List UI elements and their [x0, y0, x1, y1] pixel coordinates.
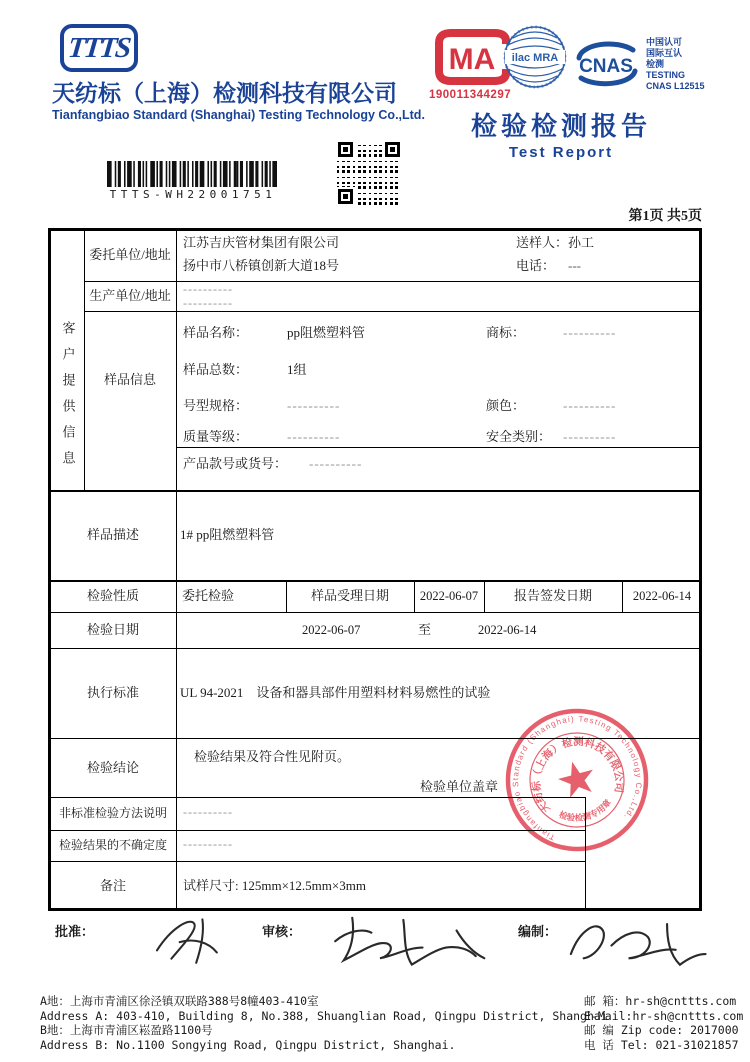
qr-finder-icon [385, 142, 400, 157]
manufacturer-line2: ---------- [183, 296, 233, 310]
inspection-nature-label: 检验性质 [86, 587, 139, 603]
address-b-cn: B地：上海市青浦区崧盈路1100号 [40, 1023, 213, 1038]
accreditation-text [646, 37, 705, 92]
divider [176, 447, 702, 448]
ilac-mra-logo [502, 23, 568, 91]
conclusion-value: 检验结果及符合性见附页。 [194, 749, 351, 764]
company-name-cn: 天纺标（上海）检测科技有限公司 [52, 80, 397, 106]
qr-code [337, 141, 401, 205]
review-label: 审核： [262, 924, 302, 939]
field-label: 商标： [486, 325, 526, 340]
accreditation-line: 国际互认 [646, 48, 683, 58]
field-label: 质量等级： [183, 429, 249, 444]
seal-note: 检验单位盖章 [420, 779, 499, 794]
inspection-date-label: 检验日期 [86, 621, 139, 637]
field-value: ---------- [287, 398, 341, 413]
uncertainty-value: ---------- [183, 837, 233, 851]
email-en: E-Mail:hr-sh@cnttts.com [584, 1008, 744, 1023]
email-cn: 邮 箱：hr-sh@cnttts.com [584, 994, 737, 1008]
inspection-nature-value: 委托检验 [182, 587, 235, 603]
uncertainty-label: 检验结果的不确定度 [58, 837, 167, 852]
client-info-side-label: 客户提供信息 [60, 321, 76, 477]
sample-desc-label: 样品描述 [86, 526, 139, 542]
cnas-text: CNAS [579, 56, 633, 77]
issue-date-label: 报告签发日期 [513, 587, 592, 603]
field-value: ---------- [287, 429, 341, 444]
accept-date-value: 2022-06-07 [419, 588, 479, 603]
field-value: pp阻燃塑料管 [287, 325, 366, 340]
consignor-name: 江苏吉庆管材集团有限公司 [183, 235, 340, 250]
remark-value: 试样尺寸: 125mm×12.5mm×3mm [183, 877, 366, 893]
ttts-logo-text: TTTS [66, 31, 132, 64]
standard-label: 执行标准 [86, 684, 139, 700]
inspection-date-to: 2022-06-14 [478, 622, 537, 637]
footer-address-block [40, 994, 608, 1052]
field-label: 样品名称： [183, 325, 249, 340]
footer-contact-block [584, 994, 743, 1052]
address-b-en: Address B: No.1100 Songying Road, Qingpu District, Shanghai. [40, 1037, 456, 1052]
zip-line: 邮 编 Zip code: 2017000 [584, 1023, 739, 1038]
sample-desc-value: 1# pp阻燃塑料管 [180, 526, 275, 542]
divider [48, 648, 702, 649]
phone-label: 电话： [516, 258, 556, 273]
accreditation-line: 中国认可 [646, 37, 683, 47]
product-no-label: 产品款号或货号： [183, 456, 288, 471]
inspection-date-from: 2022-06-07 [302, 622, 361, 637]
tel-line: 电 话 Tel: 021-31021857 [584, 1037, 739, 1052]
qr-finder-icon [338, 189, 353, 204]
manufacturer-label: 生产单位/地址 [89, 287, 171, 303]
standard-value: UL 94-2021 设备和器具部件用塑料材料易燃性的试验 [180, 684, 491, 700]
accreditation-line: TESTING [646, 70, 686, 80]
field-value: 1组 [287, 362, 307, 377]
nonstandard-label: 非标准检验方法说明 [58, 805, 167, 820]
approve-label: 批准： [55, 924, 95, 939]
seal-ring-text-en: Tianfangbiao Standard (Shanghai) Testing Technology Co.,Ltd. [511, 714, 644, 842]
product-no-value: ---------- [309, 456, 363, 471]
address-a-en: Address A: 403-410, Building 8, No.388, Shuanglian Road, Qingpu District, Shanghai [40, 1008, 608, 1023]
company-name-en: Tianfangbiao Standard (Shanghai) Testing Technology Co.,Ltd. [52, 108, 425, 122]
consignor-address: 扬中市八桥镇创新大道18号 [183, 258, 340, 273]
consignor-label: 委托单位/地址 [89, 246, 171, 262]
barcode [107, 161, 277, 187]
cnas-logo [573, 38, 639, 90]
preparer-signature [560, 907, 710, 969]
ilac-mra-text: ilac MRA [511, 52, 559, 64]
nonstandard-value: ---------- [183, 805, 233, 819]
reviewer-signature [328, 905, 500, 971]
inspection-date-mid: 至 [418, 621, 432, 637]
ttts-logo [60, 24, 138, 72]
field-value: ---------- [563, 429, 617, 444]
conclusion-label: 检验结论 [86, 759, 139, 775]
accreditation-line: CNAS L12515 [646, 81, 705, 91]
barcode-number: TTTS-WH22001751 [109, 188, 277, 201]
remark-label: 备注 [99, 877, 126, 893]
field-label: 颜色： [486, 398, 526, 413]
cma-number: 190011344297 [429, 89, 512, 101]
page-indicator: 第1页 共5页 [628, 209, 702, 224]
sample-info-label: 样品信息 [103, 371, 156, 387]
svg-text:检验检测专用章 [555, 795, 616, 828]
cma-ma-text: MA [448, 43, 496, 76]
accreditation-line: 检测 [646, 59, 665, 69]
sender-value: 孙工 [568, 235, 595, 250]
field-label: 样品总数： [183, 362, 249, 377]
field-value: ---------- [563, 325, 617, 340]
phone-value: --- [568, 258, 581, 273]
sender-label: 送样人： [516, 235, 569, 250]
field-label: 安全类别： [486, 429, 552, 444]
field-label: 号型规格： [183, 398, 249, 413]
divider [84, 228, 85, 490]
manufacturer-line1: ---------- [183, 282, 233, 296]
accept-date-label: 样品受理日期 [310, 587, 389, 603]
seal-bottom-text: 检验检测专用章 [557, 797, 614, 823]
field-value: ---------- [563, 398, 617, 413]
approver-signature [135, 907, 245, 969]
report-title-cn: 检验检测报告 [470, 111, 651, 141]
divider [176, 228, 177, 911]
star-icon [555, 757, 599, 800]
qr-finder-icon [338, 142, 353, 157]
report-title-en: Test Report [508, 144, 614, 161]
seal-arc-text-cn: 天纺标（上海）检测科技有限公司 [530, 735, 626, 816]
prepare-label: 编制： [518, 924, 558, 939]
issue-date-value: 2022-06-14 [632, 588, 692, 603]
address-a-cn: A地：上海市青浦区徐泾镇双联路388号8幢403-410室 [40, 994, 319, 1008]
